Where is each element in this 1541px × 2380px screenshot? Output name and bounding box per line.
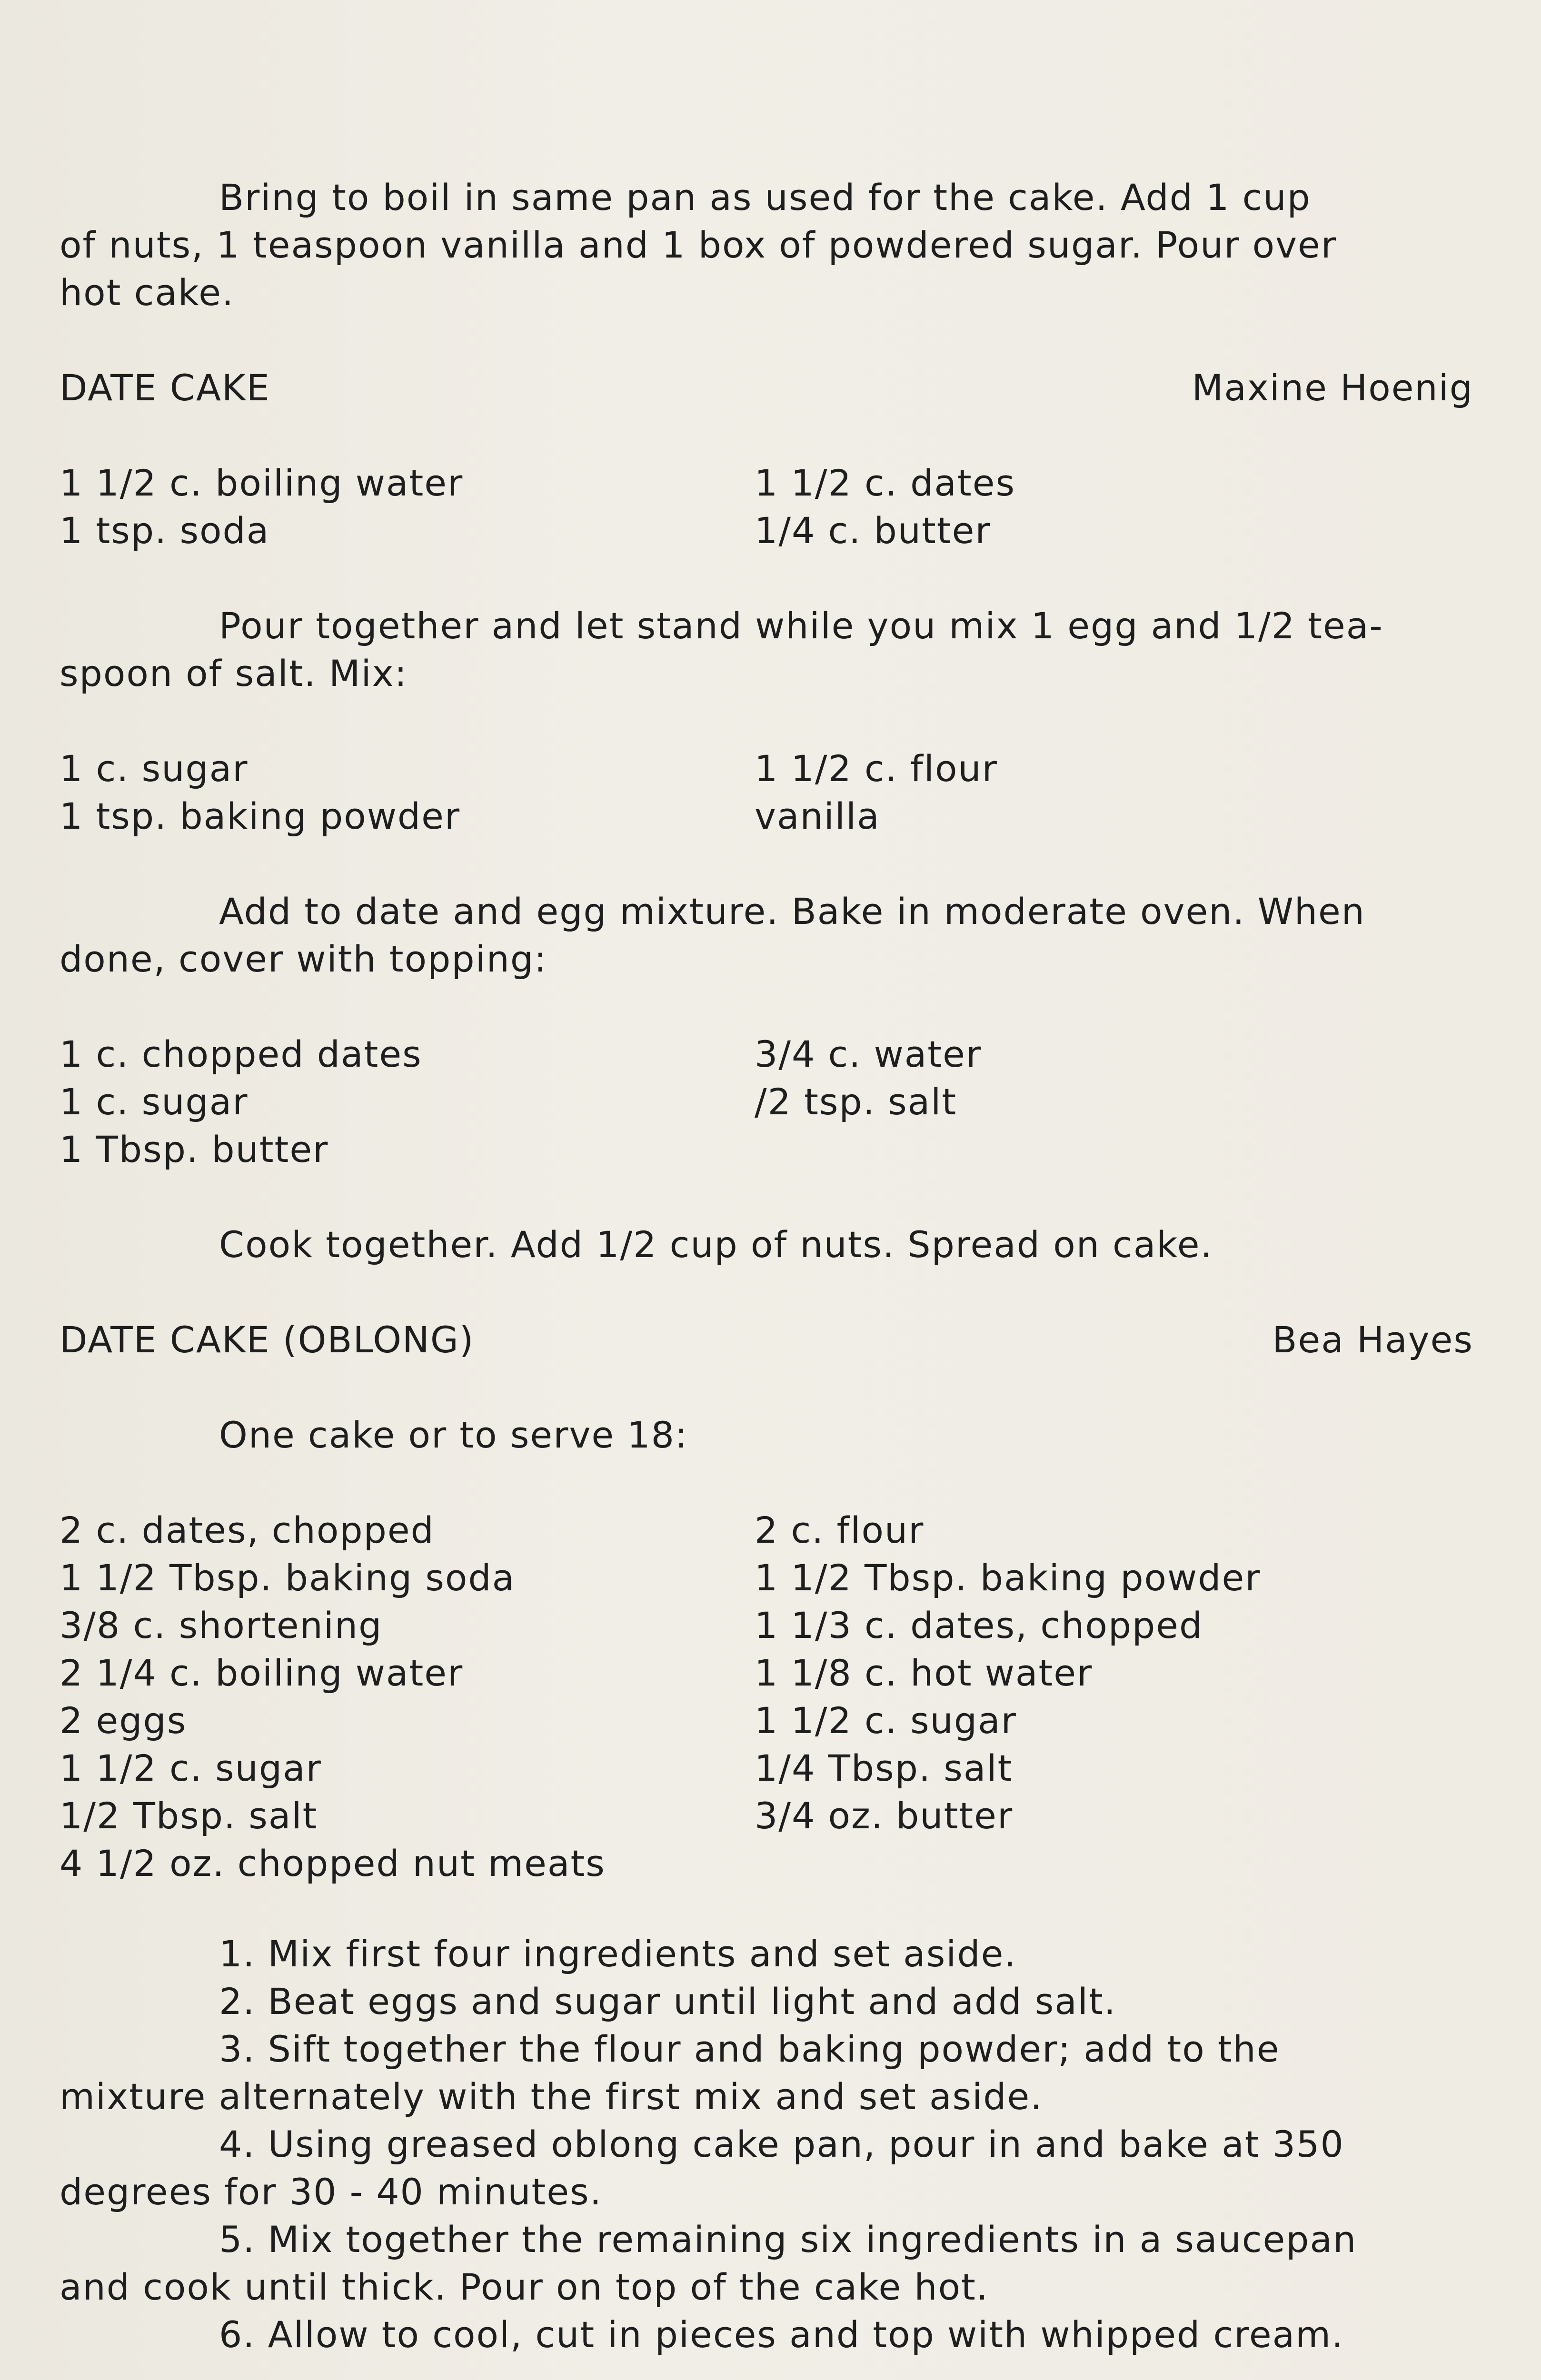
- ingredient-left: 1/2 Tbsp. salt: [60, 1795, 318, 1837]
- ingredient-right: 1/4 Tbsp. salt: [755, 1747, 1013, 1789]
- ingredient-left: 1 Tbsp. butter: [60, 1128, 329, 1170]
- ingredient-left: 1 tsp. soda: [60, 509, 270, 552]
- instruction-line: spoon of salt. Mix:: [60, 652, 408, 694]
- topping-row: [60, 1078, 1473, 1126]
- ingredient-row: [60, 1840, 1473, 1887]
- instruction-line: Add to date and egg mixture. Bake in moderate oven. When: [219, 890, 1365, 932]
- ingredient-left: 3/8 c. shortening: [60, 1604, 383, 1646]
- ingredient-left: 1 1/2 c. sugar: [60, 1747, 322, 1789]
- ingredient-row: [60, 459, 1473, 507]
- step-4: 4. Using greased oblong cake pan, pour in and bake at 350: [219, 2123, 1344, 2165]
- topping-row: [60, 1126, 1473, 1173]
- ingredient-right: 1 1/2 c. dates: [755, 462, 1016, 504]
- ingredient-row: [60, 1649, 1473, 1697]
- ingredient-right: [755, 1840, 1473, 1887]
- ingredient-right: 1 1/2 c. sugar: [755, 1699, 1017, 1742]
- step-6: 6. Allow to cool, cut in pieces and top with whipped cream.: [219, 2313, 1344, 2356]
- step-3: 3. Sift together the flour and baking powder; add to the: [219, 2028, 1280, 2070]
- instruction-line: Cook together. Add 1/2 cup of nuts. Spread on cake.: [219, 1223, 1213, 1266]
- ingredient-row: [60, 745, 1473, 793]
- serving-note: One cake or to serve 18:: [219, 1414, 688, 1456]
- page-content: [60, 174, 1473, 2359]
- ingredient-right: 3/4 oz. butter: [755, 1795, 1014, 1837]
- ingredient-left: 2 eggs: [60, 1699, 187, 1742]
- ingredient-row: [60, 1507, 1473, 1554]
- step-4-cont: degrees for 30 - 40 minutes.: [60, 2171, 602, 2213]
- ingredient-left: 1 1/2 c. boiling water: [60, 462, 464, 504]
- step-5: 5. Mix together the remaining six ingredients in a saucepan: [219, 2218, 1357, 2261]
- ingredient-row: [60, 507, 1473, 555]
- ingredient-right: 3/4 c. water: [755, 1033, 982, 1075]
- ingredient-left: 1 1/2 Tbsp. baking soda: [60, 1557, 516, 1599]
- step-3-cont: mixture alternately with the first mix and set aside.: [60, 2075, 1043, 2118]
- ingredient-right: /2 tsp. salt: [755, 1081, 957, 1123]
- ingredient-right: vanilla: [755, 795, 880, 837]
- ingredient-right: [755, 1126, 1473, 1173]
- ingredient-left: 1 tsp. baking powder: [60, 795, 461, 837]
- ingredient-left: 2 c. dates, chopped: [60, 1509, 435, 1551]
- ingredient-right: 1 1/2 Tbsp. baking powder: [755, 1557, 1261, 1599]
- instruction-line: Pour together and let stand while you mix 1 egg and 1/2 tea-: [219, 605, 1383, 647]
- ingredient-row: [60, 1697, 1473, 1745]
- oblong-steps: [60, 1930, 1473, 2359]
- recipe-header-date-cake: [60, 364, 1473, 412]
- step-1: 1. Mix first four ingredients and set aside.: [219, 1933, 1017, 1975]
- ingredient-row: [60, 793, 1473, 840]
- ingredient-left: 1 c. sugar: [60, 1081, 249, 1123]
- recipe-title: DATE CAKE: [60, 367, 270, 409]
- ingredient-left: 1 c. chopped dates: [60, 1033, 422, 1075]
- recipe-header-date-cake-oblong: [60, 1316, 1473, 1364]
- ingredient-row: [60, 1745, 1473, 1792]
- step-5-cont: and cook until thick. Pour on top of the cake hot.: [60, 2266, 989, 2308]
- ingredient-right: 1 1/3 c. dates, chopped: [755, 1604, 1203, 1646]
- ingredient-row: [60, 1602, 1473, 1649]
- recipe-author: Maxine Hoenig: [1192, 367, 1473, 409]
- ingredient-right: 2 c. flour: [755, 1509, 925, 1551]
- intro-line-3: hot cake.: [60, 271, 235, 314]
- ingredient-right: 1 1/2 c. flour: [755, 747, 998, 790]
- ingredient-right: 1/4 c. butter: [755, 509, 991, 552]
- intro-line-1: Bring to boil in same pan as used for the cake. Add 1 cup: [219, 176, 1311, 218]
- step-2: 2. Beat eggs and sugar until light and add salt.: [219, 1980, 1116, 2023]
- ingredient-row: [60, 1554, 1473, 1602]
- ingredient-left: 4 1/2 oz. chopped nut meats: [60, 1842, 606, 1884]
- recipe-title: DATE CAKE (OBLONG): [60, 1319, 475, 1361]
- intro-line-2: of nuts, 1 teaspoon vanilla and 1 box of powdered sugar. Pour over: [60, 224, 1337, 266]
- ingredient-right: 1 1/8 c. hot water: [755, 1652, 1093, 1694]
- recipe-author: Bea Hayes: [1272, 1319, 1473, 1361]
- ingredient-left: 1 c. sugar: [60, 747, 249, 790]
- ingredient-row: [60, 1792, 1473, 1840]
- topping-row: [60, 1031, 1473, 1078]
- oblong-ingredients: [60, 1507, 1473, 1887]
- instruction-line: done, cover with topping:: [60, 938, 547, 980]
- ingredient-left: 2 1/4 c. boiling water: [60, 1652, 464, 1694]
